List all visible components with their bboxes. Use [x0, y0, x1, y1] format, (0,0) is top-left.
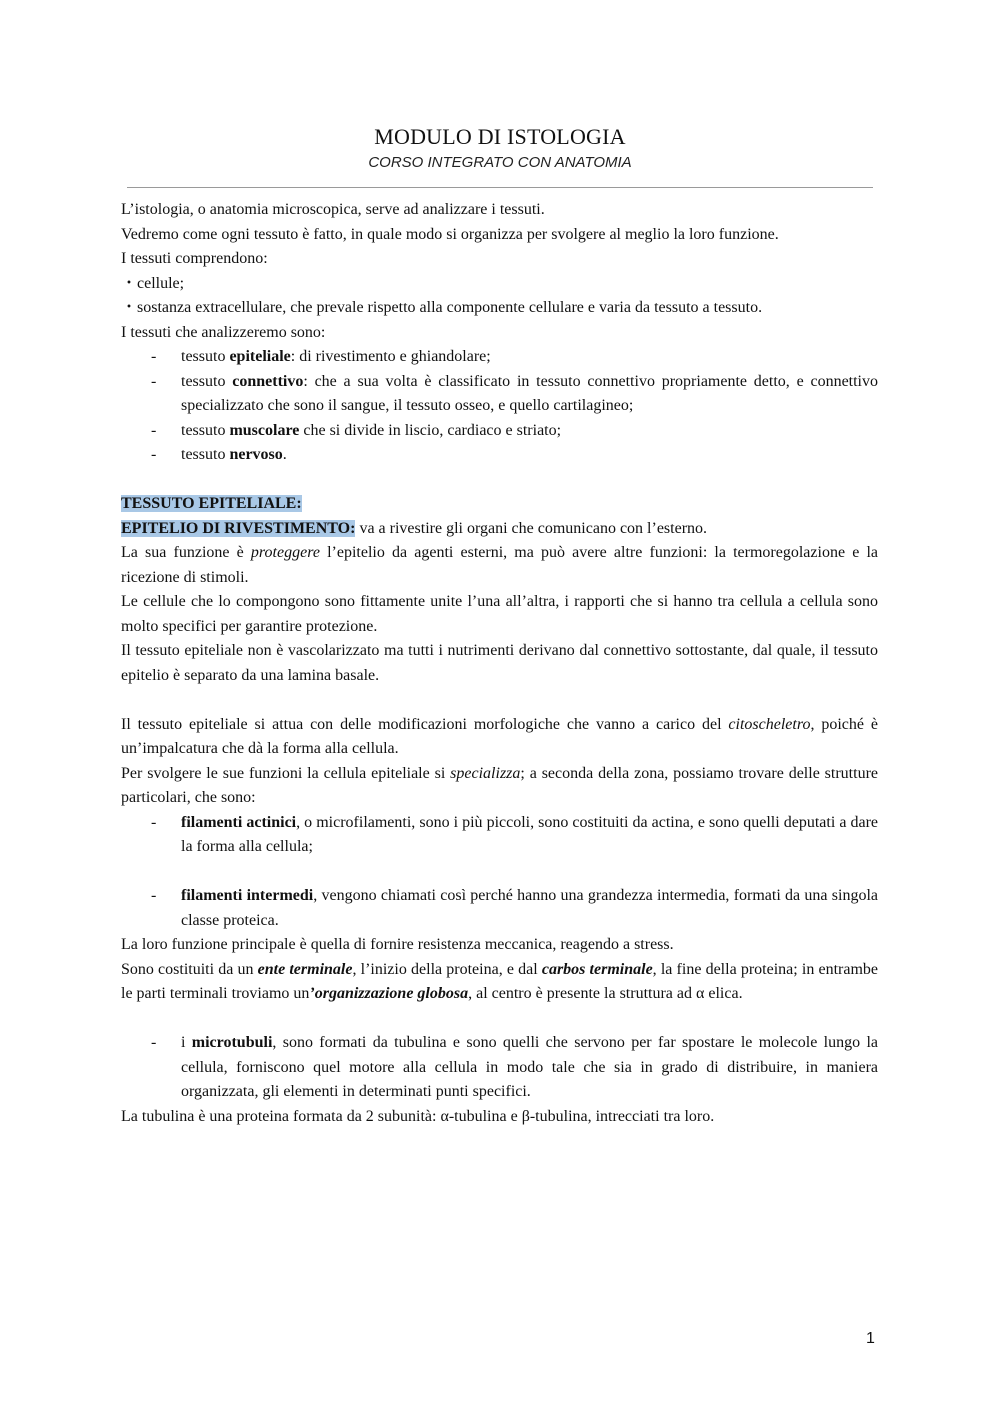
dash-marker: - — [151, 1034, 157, 1051]
list-item: - filamenti actinici, o microfilamenti, sono i più piccoli, sono costituiti da actina, e sono quelli deputati a dare la forma alla cellula; — [121, 811, 878, 860]
document-body — [121, 198, 878, 1129]
body-paragraph: Per svolgere le sue funzioni la cellula epiteliale si specializza; a seconda della zona, possiamo trovare delle strutture particolari, che sono: — [121, 764, 878, 806]
intro-paragraph: I tessuti comprendono: — [121, 250, 268, 267]
bullet-marker: ・ — [121, 274, 138, 292]
document-subtitle: CORSO INTEGRATO CON ANATOMIA — [368, 154, 632, 171]
body-paragraph: La loro funzione principale è quella di fornire resistenza meccanica, reagendo a stress. — [121, 936, 674, 953]
highlighted-heading: TESSUTO EPITELIALE: — [121, 495, 302, 512]
spacer — [121, 860, 878, 885]
list-item: - tessuto epiteliale: di rivestimento e ghiandolare; — [121, 345, 878, 370]
page-header — [0, 122, 1000, 174]
dash-marker: - — [151, 348, 157, 365]
spacer — [121, 468, 878, 493]
list-item: - tessuto nervoso. — [121, 443, 878, 468]
structure-list — [121, 1031, 878, 1105]
body-paragraph: La tubulina è una proteina formata da 2 subunità: α-tubulina e β-tubulina, intrecciati tra loro. — [121, 1107, 715, 1125]
section-heading — [121, 492, 878, 517]
dash-marker: - — [151, 813, 157, 831]
body-paragraph: Sono costituiti da un ente terminale, l’inizio della proteina, e dal carbos terminale, la fine della proteina; in entrambe le parti terminali troviamo un’organizzazione globosa, al centro è presente la struttura ad α elica. — [121, 960, 879, 1002]
structure-list — [121, 811, 878, 860]
dash-marker: - — [151, 446, 157, 463]
list-item: - filamenti intermedi, vengono chiamati così perché hanno una grandezza intermedia, formati da una singola classe proteica. — [121, 884, 878, 933]
page-number: 1 — [866, 1330, 875, 1347]
body-paragraph: Il tessuto epiteliale non è vascolarizzato ma tutti i nutrimenti derivano dal connettivo sottostante, dal quale, il tessuto epitelio è separato da una lamina basale. — [121, 642, 878, 684]
structure-list — [121, 884, 878, 933]
highlighted-subheading: EPITELIO DI RIVESTIMENTO: — [121, 519, 356, 537]
body-paragraph: Le cellule che lo compongono sono fittamente unite l’una all’altra, i rapporti che si hanno tra cellula a cellula sono molto specifici per garantire protezione. — [121, 593, 878, 635]
list-item: - tessuto connettivo: che a sua volta è classificato in tessuto connettivo propriamente detto, e connettivo specializzato che sono il sangue, il tessuto osseo, e quello cartilagineo; — [121, 370, 878, 419]
bullet-item: ・cellule; — [121, 274, 185, 292]
body-paragraph: Il tessuto epiteliale si attua con delle modificazioni morfologiche che vanno a carico del citoscheletro, poiché è un’impalcatura che dà la forma alla cellula. — [121, 715, 879, 757]
dash-marker: - — [151, 887, 157, 904]
list-item: - i microtubuli, sono formati da tubulina e sono quelli che servono per far spostare le molecole lungo la cellula, forniscono quel motore alla cellula in modo tale che sia in grado di distribuire, in maniera organizzata, gli elementi in determinati punti specifici. — [121, 1031, 878, 1105]
dash-marker: - — [151, 421, 157, 439]
spacer — [121, 688, 878, 713]
intro-paragraph: L’istologia, o anatomia microscopica, serve ad analizzare i tessuti. — [121, 201, 545, 218]
intro-paragraph: Vedremo come ogni tessuto è fatto, in quale modo si organizza per svolgere al meglio la loro funzione. — [121, 225, 779, 243]
list-item: - tessuto muscolare che si divide in liscio, cardiaco e striato; — [121, 419, 878, 444]
tissue-list — [121, 345, 878, 468]
subsection-paragraph: EPITELIO DI RIVESTIMENTO: va a rivestire gli organi che comunicano con l’esterno. — [121, 519, 708, 537]
header-divider — [127, 187, 873, 188]
intro-paragraph: I tessuti che analizzeremo sono: — [121, 323, 326, 341]
bullet-item: ・sostanza extracellulare, che prevale rispetto alla componente cellulare e varia da tessuto a tessuto. — [121, 299, 763, 316]
spacer — [121, 1007, 878, 1032]
dash-marker: - — [151, 372, 157, 390]
bullet-marker: ・ — [121, 299, 138, 316]
document-title: MODULO DI ISTOLOGIA — [374, 124, 626, 149]
body-paragraph: La sua funzione è proteggere l’epitelio da agenti esterni, ma può avere altre funzioni: la termoregolazione e la ricezione di stimoli. — [121, 544, 879, 586]
